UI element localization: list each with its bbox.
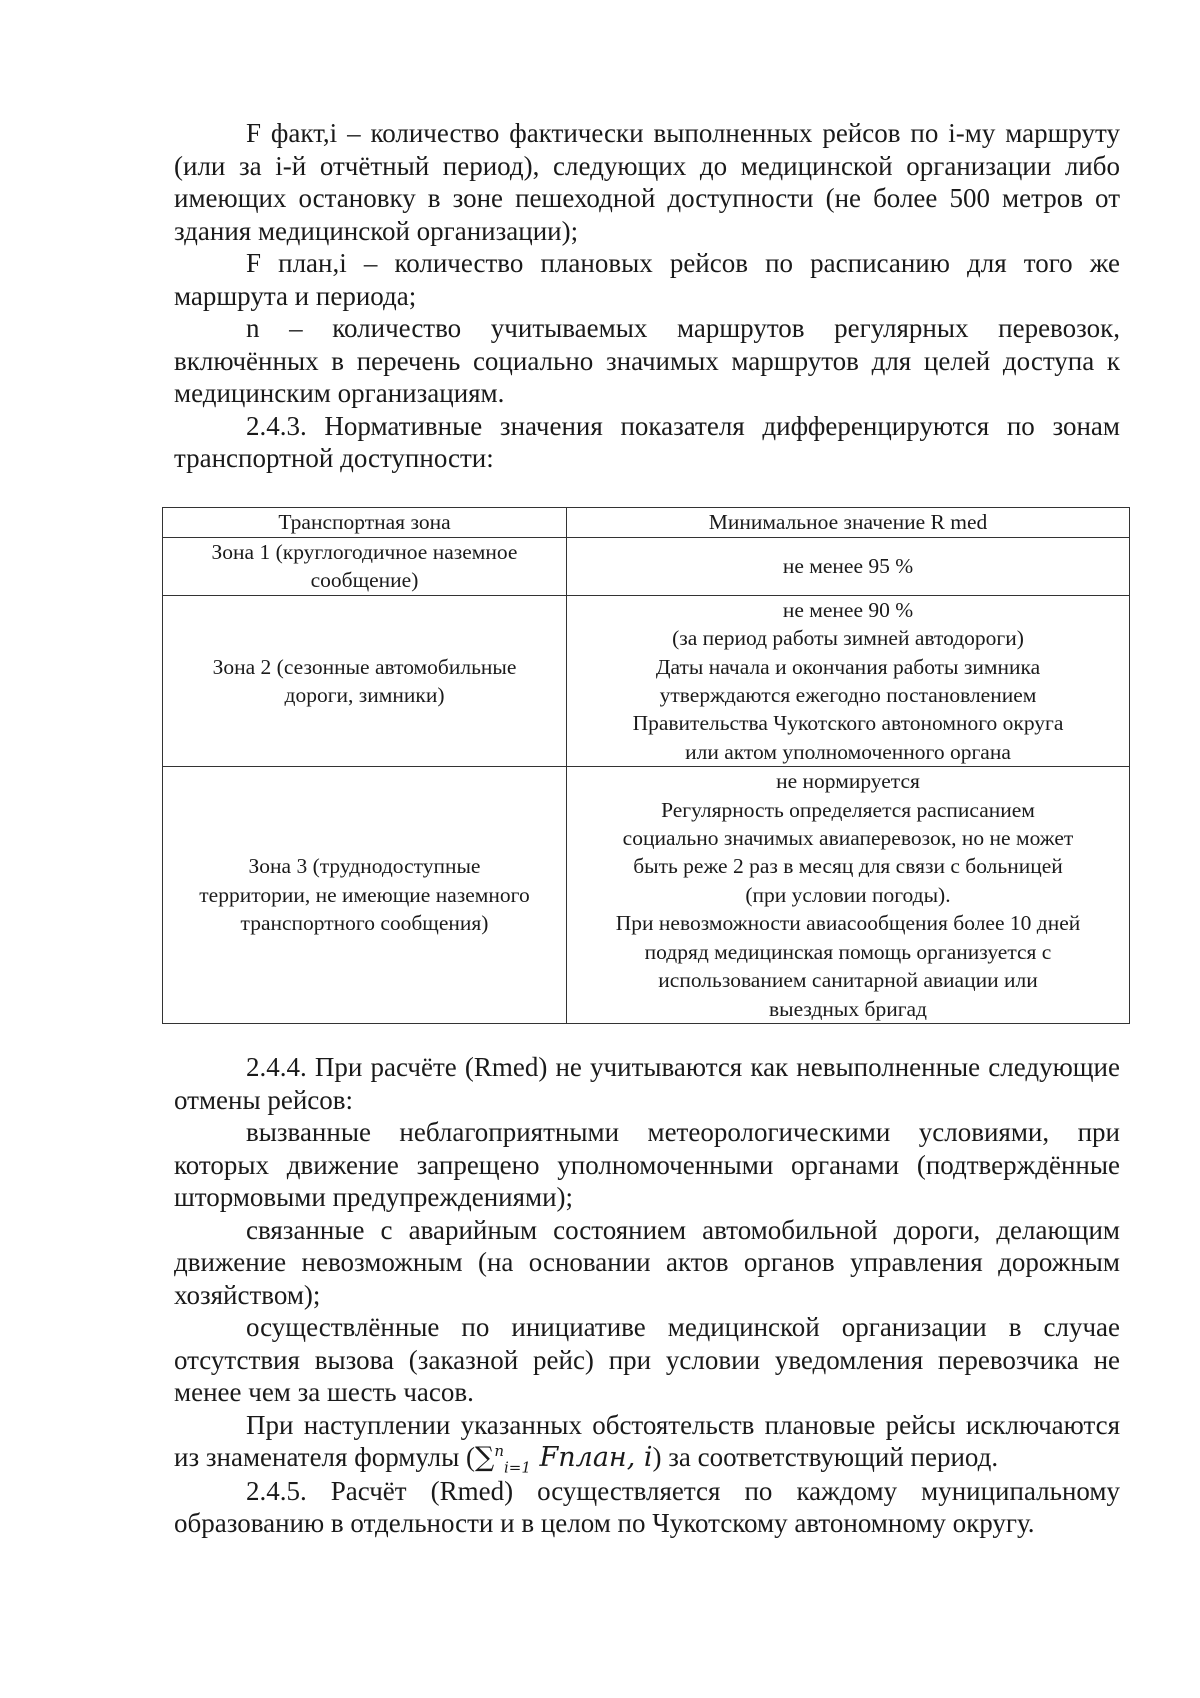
zone-2-value-line: не менее 90 %	[782, 597, 914, 622]
sum-upper-limit: n	[494, 1442, 504, 1460]
zone-1-value-line: не менее 95 %	[782, 554, 914, 579]
header-min-value: Минимальное значение R med	[567, 508, 1130, 538]
paragraph-n: n – количество учитываемых маршрутов регулярных перевозок, включённых в перечень социально значимых маршрутов для целей доступа к медицинским организациям.	[174, 313, 1120, 408]
zone-3-line: транспортного сообщения)	[240, 911, 489, 936]
zone-3-cell	[163, 767, 567, 1024]
exclusion-text-after: ) за соответствующий период.	[652, 1442, 999, 1472]
zone-3-value-line: социально значимых авиаперевозок, но не может	[622, 826, 1074, 851]
zone-2-value-line: или актом уполномоченного органа	[685, 739, 1011, 764]
paragraph-2-4-4: 2.4.4. При расчёте (Rmed) не учитываются как невыполненные следующие отмены рейсов:	[174, 1052, 1120, 1115]
zone-3-value-line: подряд медицинская помощь организуется с	[644, 939, 1052, 964]
zone-3-value-line: быть реже 2 раз в месяц для связи с больницей	[633, 854, 1063, 879]
paragraph-weather: вызванные неблагоприятными метеорологическими условиями, при которых движение запрещено уполномоченными органами (подтверждённые штормовыми предупреждениями);	[174, 1117, 1120, 1212]
zone-2-line: Зона 2 (сезонные автомобильные	[212, 654, 517, 679]
zone-3-value-line: не нормируется	[776, 769, 920, 794]
zone-1-line: Зона 1 (круглогодичное наземное	[211, 540, 518, 564]
zone-2-cell	[163, 595, 567, 766]
paragraph-exclusion-formula	[174, 1409, 1120, 1475]
sum-formula	[475, 1442, 653, 1477]
exclusion-text-before: При наступлении указанных обстоятельств плановые рейсы исключаются из знаменателя формулы (	[174, 1409, 1120, 1472]
sum-term: Fплан, i	[539, 1442, 653, 1473]
paragraph-f-plan: F план,i – количество плановых рейсов по расписанию для того же маршрута и периода;	[174, 248, 1120, 311]
transport-zones-table	[162, 507, 1130, 1024]
zone-3-value-line: использованием санитарной авиации или	[658, 968, 1038, 993]
sum-lower-limit: i=1	[504, 1458, 531, 1477]
zone-3-value-line: Регулярность определяется расписанием	[661, 797, 1035, 822]
table-header-row	[163, 508, 1130, 538]
paragraph-2-4-5: 2.4.5. Расчёт (Rmed) осуществляется по каждому муниципальному образованию в отдельности и в целом по Чукотскому автономному округу.	[174, 1475, 1120, 1538]
header-transport-zone: Транспортная зона	[163, 508, 567, 538]
zone-3-value-line: При невозможности авиасообщения более 10 дней	[615, 911, 1081, 936]
table-row-zone-3	[163, 767, 1130, 1024]
exclusions-section	[174, 1051, 1120, 1540]
zone-3-value-line: (при условии погоды).	[745, 882, 951, 907]
zone-2-value-cell	[567, 595, 1130, 766]
zone-3-line: Зона 3 (труднодоступные	[248, 854, 481, 879]
zone-2-value-line: утверждаются ежегодно постановлением	[659, 683, 1037, 708]
table-row-zone-1	[163, 538, 1130, 596]
zone-3-value-cell	[567, 767, 1130, 1024]
zone-1-value-cell	[567, 538, 1130, 596]
paragraph-2-4-3: 2.4.3. Нормативные значения показателя дифференцируются по зонам транспортной доступности:	[174, 410, 1120, 473]
zone-1-cell	[163, 538, 567, 596]
zone-2-line: дороги, зимники)	[284, 683, 445, 708]
paragraph-f-fact: F факт,i – количество фактически выполненных рейсов по i-му маршруту (или за i-й отчётный период), следующих до медицинской организации либо имеющих остановку в зоне пешеходной доступности (не более 500 метров от здания медицинской организации);	[174, 118, 1120, 246]
paragraph-initiative: осуществлённые по инициативе медицинской организации в случае отсутствия вызова (заказной рейс) при условии уведомления перевозчика не менее чем за шесть часов.	[174, 1312, 1120, 1407]
zone-3-line: территории, не имеющие наземного	[199, 882, 530, 907]
zone-2-value-line: (за период работы зимней автодороги)	[672, 626, 1024, 651]
zone-2-value-line: Правительства Чукотского автономного округа	[632, 711, 1064, 736]
zone-3-value-line: выездных бригад	[768, 996, 928, 1021]
definitions-section	[174, 117, 1120, 475]
table-row-zone-2	[163, 595, 1130, 766]
paragraph-road: связанные с аварийным состоянием автомобильной дороги, делающим движение невозможным (на основании актов органов управления дорожным хозяйством);	[174, 1214, 1120, 1310]
zone-1-line: сообщение)	[310, 568, 419, 593]
sum-sign: ∑	[475, 1442, 495, 1473]
zone-2-value-line: Даты начала и окончания работы зимника	[655, 654, 1041, 679]
